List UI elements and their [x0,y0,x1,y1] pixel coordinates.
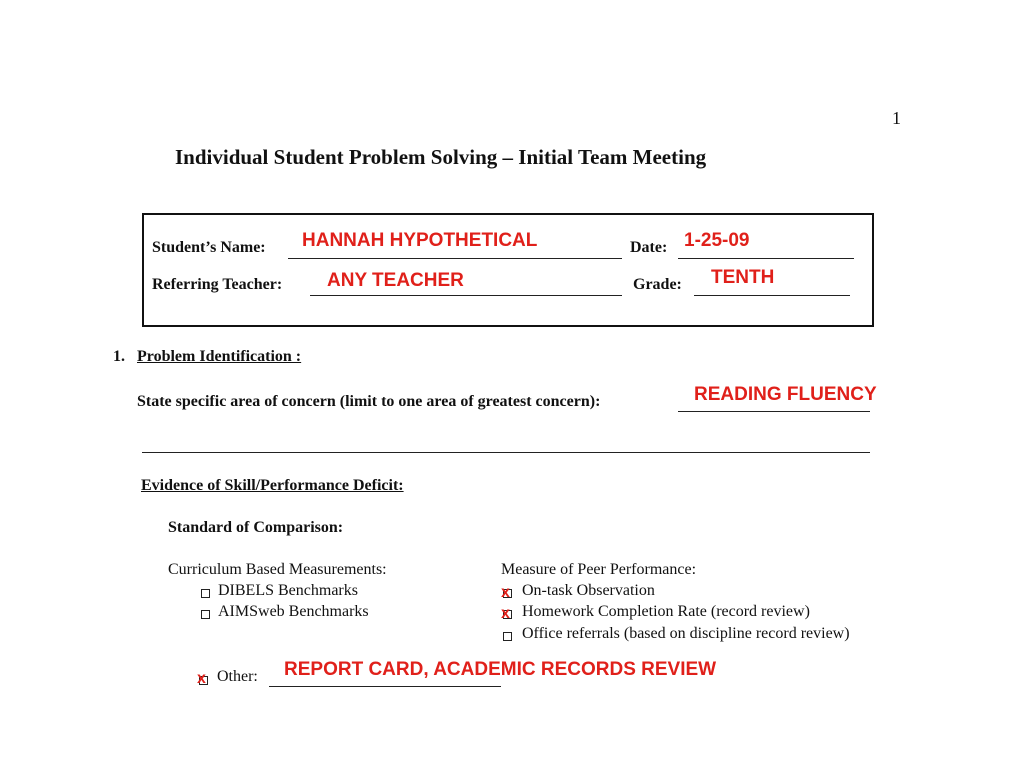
evidence-heading: Evidence of Skill/Performance Deficit: [141,477,404,494]
other-check-mark: x [197,670,206,687]
other-field[interactable]: REPORT CARD, ACADEMIC RECORDS REVIEW [284,659,717,680]
page-title: Individual Student Problem Solving – Initial Team Meeting [175,145,707,169]
referring-teacher-line [310,295,622,296]
on-task-label: On-task Observation [522,582,655,599]
standard-heading: Standard of Comparison: [168,519,344,536]
page-number: 1 [892,108,901,128]
cbm-heading: Curriculum Based Measurements: [168,561,387,578]
referring-teacher-field[interactable]: ANY TEACHER [327,270,464,291]
date-label: Date: [630,239,668,256]
date-line [678,258,854,259]
office-referrals-checkbox[interactable] [503,632,512,641]
grade-label: Grade: [633,276,682,293]
grade-line [694,295,850,296]
student-name-label: Student’s Name: [152,239,266,256]
aimsweb-checkbox[interactable] [201,610,210,619]
grade-field[interactable]: TENTH [711,267,775,288]
student-name-field[interactable]: HANNAH HYPOTHETICAL [302,230,538,251]
referring-teacher-label: Referring Teacher: [152,276,283,293]
student-name-line [288,258,622,259]
aimsweb-label: AIMSweb Benchmarks [218,603,369,620]
concern-field[interactable]: READING FLUENCY [694,384,877,405]
other-line [269,686,501,687]
concern-continuation-line [142,452,870,453]
homework-check-mark: x [501,605,510,622]
on-task-check-mark: x [501,584,510,601]
dibels-checkbox[interactable] [201,589,210,598]
office-referrals-label: Office referrals (based on discipline record review) [522,625,850,642]
concern-line [678,411,870,412]
homework-label: Homework Completion Rate (record review) [522,603,810,620]
section-number: 1. [113,348,125,365]
other-label: Other: [217,668,258,685]
date-field[interactable]: 1-25-09 [684,230,750,251]
concern-prompt: State specific area of concern (limit to one area of greatest concern): [137,393,601,410]
dibels-label: DIBELS Benchmarks [218,582,358,599]
problem-identification-heading: Problem Identification : [137,348,302,365]
peer-heading: Measure of Peer Performance: [501,561,697,578]
